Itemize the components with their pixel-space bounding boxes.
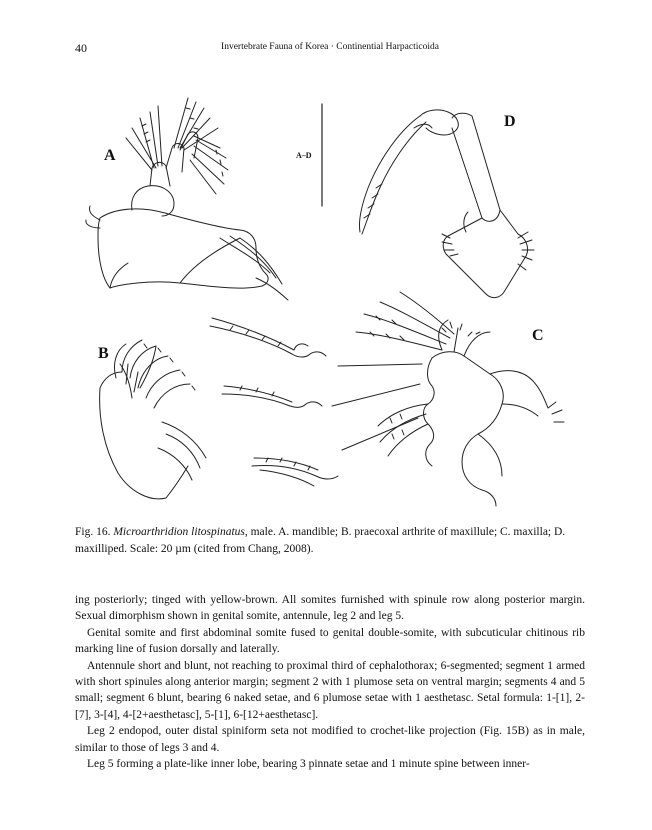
- body-paragraph-3: Antennule short and blunt, not reaching to proximal third of cephalothorax; 6-segmented; segment 1 armed with short spinules along anterior margin; segment 2 with 1 plumose seta on ventral margin; segments 4 and 5 small; segment 6 blunt, bearing 6 naked setae, and 6 plumose setae with 1 aesthetasc. Setal formula: 1-[1], 2-[7], 3-[4], 4-[2+aesthetasc], 5-[1], 6-[12+aesthetasc].: [75, 659, 585, 721]
- figure-caption: [75, 524, 585, 558]
- panel-label-d: D: [504, 113, 516, 130]
- body-paragraph-2: Genital somite and first abdominal somite fused to genital double-somite, with subcuticular chitinous rib marking line of fusion dorsally and laterally.: [75, 626, 585, 656]
- panel-label-b: B: [98, 345, 109, 362]
- panel-c-maxilla: [356, 292, 564, 506]
- running-title: Invertebrate Fauna of Korea · Continential Harpacticoida: [221, 42, 439, 52]
- panel-a-mandible: [86, 98, 288, 300]
- panel-d-maxilliped: [359, 110, 534, 298]
- caption-prefix: Fig. 16.: [75, 526, 114, 538]
- caption-text: , male. A. mandible; B. praecoxal arthrite of maxillule; C. maxilla; D. maxilliped. Scale: 20 µm (cited from Chang, 2008).: [75, 526, 566, 555]
- scale-bar-label: A–D: [296, 151, 312, 160]
- figure-16: [70, 88, 590, 508]
- caption-species: Microarthridion litospinatus: [113, 526, 245, 538]
- panel-label-c: C: [532, 327, 544, 344]
- page-header: [75, 41, 585, 57]
- isolated-setae: [210, 318, 338, 486]
- panel-b-maxillule: [98, 340, 206, 499]
- body-paragraph-4: Leg 2 endopod, outer distal spiniform seta not modified to crochet-like projection (Fig. 15B) as in male, similar to those of legs 3 and 4.: [75, 725, 585, 754]
- body-paragraph-5: Leg 5 forming a plate-like inner lobe, bearing 3 pinnate setae and 1 minute spine between inner-: [87, 758, 530, 771]
- page-number: 40: [75, 41, 87, 55]
- panel-c-pointer-lines: [332, 364, 422, 450]
- body-text: [75, 592, 585, 772]
- figure-illustration: [70, 88, 590, 508]
- panel-label-a: A: [104, 147, 116, 164]
- body-paragraph-1: ing posteriorly; tinged with yellow-brown. All somites furnished with spinule row along posterior margin. Sexual dimorphism shown in genital somite, antennule, leg 2 and leg 5.: [75, 594, 585, 623]
